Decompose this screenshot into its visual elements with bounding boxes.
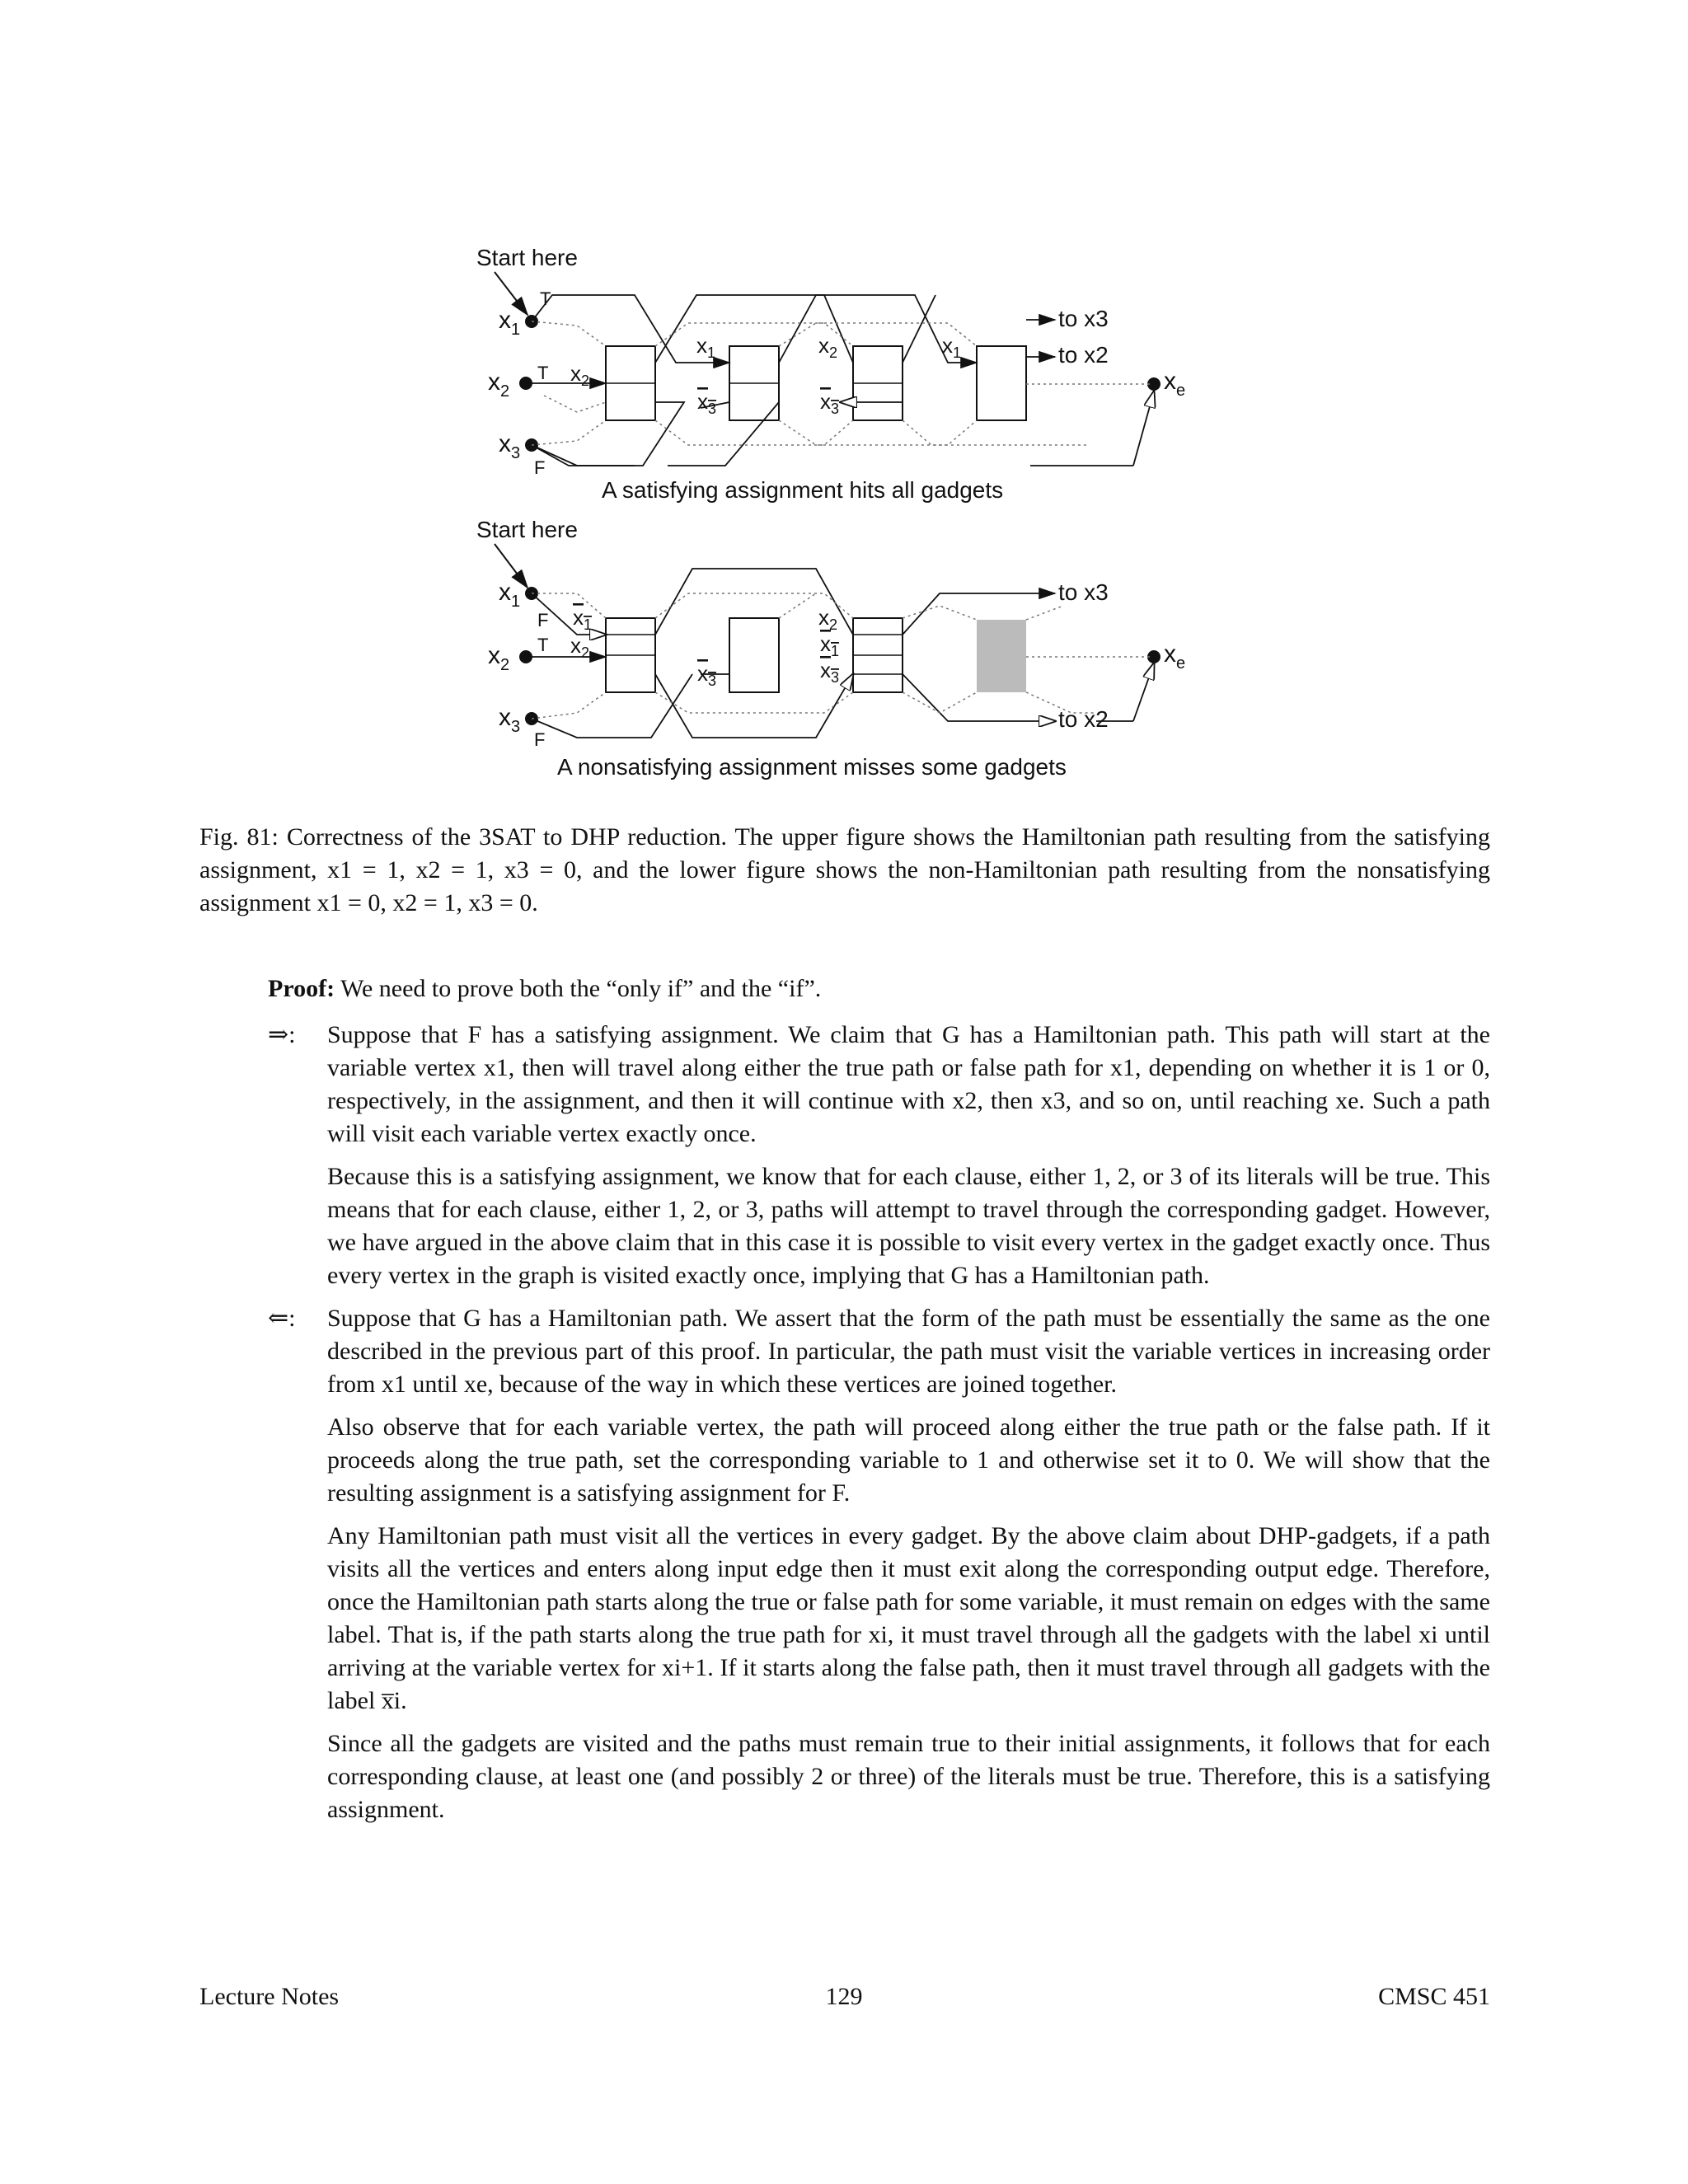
start-label-bottom: Start here: [476, 517, 578, 542]
exit-to-x3-bottom: to x3: [1058, 579, 1109, 605]
forward-direction: [268, 1019, 1490, 1292]
svg-text:x3: $x_3$: [820, 658, 840, 686]
var-label-x3: $x_3$: [499, 430, 521, 462]
exit-to-x2-bottom: to x2: [1058, 706, 1109, 732]
panel-bottom-caption: A nonsatisfying assignment misses some gadgets: [557, 754, 1067, 780]
missed-gadget: [977, 620, 1026, 692]
figure-caption: [199, 821, 1490, 920]
proof-body: [268, 972, 1490, 1836]
backward-paragraph-4: Since all the gadgets are visited and the paths must remain true to their initial assignments, it follows that for each corresponding clause, at least one (and possibly 2 or three) of the literals must be true. Therefore, this is a satisfying assignment.: [327, 1730, 1490, 1823]
backward-direction: [268, 1302, 1490, 1826]
svg-text:xe: $x_e$: [1164, 640, 1186, 673]
svg-text:x2: $x_2$: [818, 605, 838, 633]
proof-label: Proof:: [268, 975, 335, 1002]
start-label-top: Start here: [476, 245, 578, 270]
svg-text:x2: $x_2$: [488, 642, 510, 674]
footer-right: CMSC 451: [1378, 1983, 1490, 2010]
svg-text:x1: $x_1$: [696, 333, 716, 361]
gadget: [977, 346, 1026, 420]
svg-text:x2: $x_2$: [818, 333, 838, 361]
var-label-x1: $x_1$: [499, 307, 521, 339]
footer-left: Lecture Notes: [199, 1983, 340, 2010]
svg-text:T: T: [537, 363, 549, 383]
gadget: [729, 618, 779, 692]
svg-text:x1: $x_1$: [942, 333, 962, 361]
var-label-x2: $x_2$: [488, 368, 510, 401]
top-panel: [476, 245, 1185, 503]
caption-text: Correctness of the 3SAT to DHP reduction. The upper figure shows the Hamiltonian path resulting from the satisfying assignment, x1 = 1, x2 = 1, x3 = 0, and the lower figure shows the non-Hamiltonian path resulting from the nonsatisfying assignment x1 = 0, x2 = 1, x3 = 0.: [199, 823, 1491, 916]
svg-text:x2: $x_2$: [570, 361, 590, 389]
forward-mark: ⇒:: [268, 1021, 296, 1048]
svg-text:F: F: [537, 610, 549, 630]
page-number: 129: [825, 1983, 863, 2010]
var-label-xe: $x_e$: [1164, 368, 1186, 400]
reduction-figure: [0, 0, 1688, 791]
svg-text:x3: $x_3$: [820, 389, 840, 417]
svg-text:x1: $x_1$: [820, 631, 840, 659]
svg-text:x1: $x_1$: [573, 605, 593, 633]
backward-paragraph-2: Also observe that for each variable vertex, the path will proceed along either the true path or the false path. If it proceeds along the true path, set the corresponding variable to 1 and otherwise set it to 0. We will show that the resulting assignment is a satisfying assignment for F.: [327, 1413, 1490, 1507]
label-f: F: [534, 457, 546, 478]
label-t: T: [540, 288, 551, 309]
backward-mark: ⇐:: [268, 1305, 296, 1332]
caption-prefix: Fig. 81:: [199, 823, 279, 851]
proof-heading: [268, 972, 1490, 1005]
svg-text:x3: $x_3$: [697, 661, 717, 689]
panel-top-caption: A satisfying assignment hits all gadgets: [602, 477, 1004, 503]
svg-text:x3: $x_3$: [697, 389, 717, 417]
forward-paragraph-1: Suppose that F has a satisfying assignment. We claim that G has a Hamiltonian path. This path will start at the variable vertex x1, then will travel along either the true path or false path for x1, depending on whether it is 1 or 0, respectively, in the assignment, and then it will continue with x2, then x3, and so on, until reaching xe. Such a path will visit each variable vertex exactly once.: [327, 1021, 1490, 1147]
backward-paragraph-1: Suppose that G has a Hamiltonian path. We assert that the form of the path must be essentially the same as the one described in the previous part of this proof. In particular, the path must visit the variable vertices in increasing order from x1 until xe, because of the way in which these vertices are joined together.: [327, 1305, 1490, 1398]
svg-text:x2: $x_2$: [570, 633, 590, 661]
svg-text:x1: $x_1$: [499, 579, 521, 611]
proof-intro: We need to prove both the “only if” and the “if”.: [340, 975, 822, 1002]
forward-paragraph-2: Because this is a satisfying assignment, we know that for each clause, either 1, 2, or 3 of its literals will be true. This means that for each clause, either 1, 2, or 3, paths will attempt to travel through the corresponding gadget. However, we have argued in the above claim that in this case it is possible to visit every vertex in the gadget exactly once. Thus every vertex in the graph is visited exactly once, implying that G has a Hamiltonian path.: [327, 1163, 1490, 1289]
svg-text:F: F: [534, 729, 546, 750]
svg-text:T: T: [537, 635, 549, 655]
svg-text:x3: $x_3$: [499, 704, 521, 736]
exit-to-x2-top: to x2: [1058, 342, 1109, 368]
backward-paragraph-3: Any Hamiltonian path must visit all the vertices in every gadget. By the above claim about DHP-gadgets, if a path visits all the vertices and enters along input edge then it must exit along the corresponding output edge. Therefore, once the Hamiltonian path starts along the true or false path for some variable, it must remain on edges with the same label. That is, if the path starts along the true path for xi, it must travel through all the gadgets with the label xi until arriving at the variable vertex for xi+1. If it starts along the false path, then it must travel through all gadgets with the label x̅i.: [327, 1522, 1490, 1714]
exit-to-x3-top: to x3: [1058, 306, 1109, 331]
bottom-panel: [476, 517, 1185, 780]
